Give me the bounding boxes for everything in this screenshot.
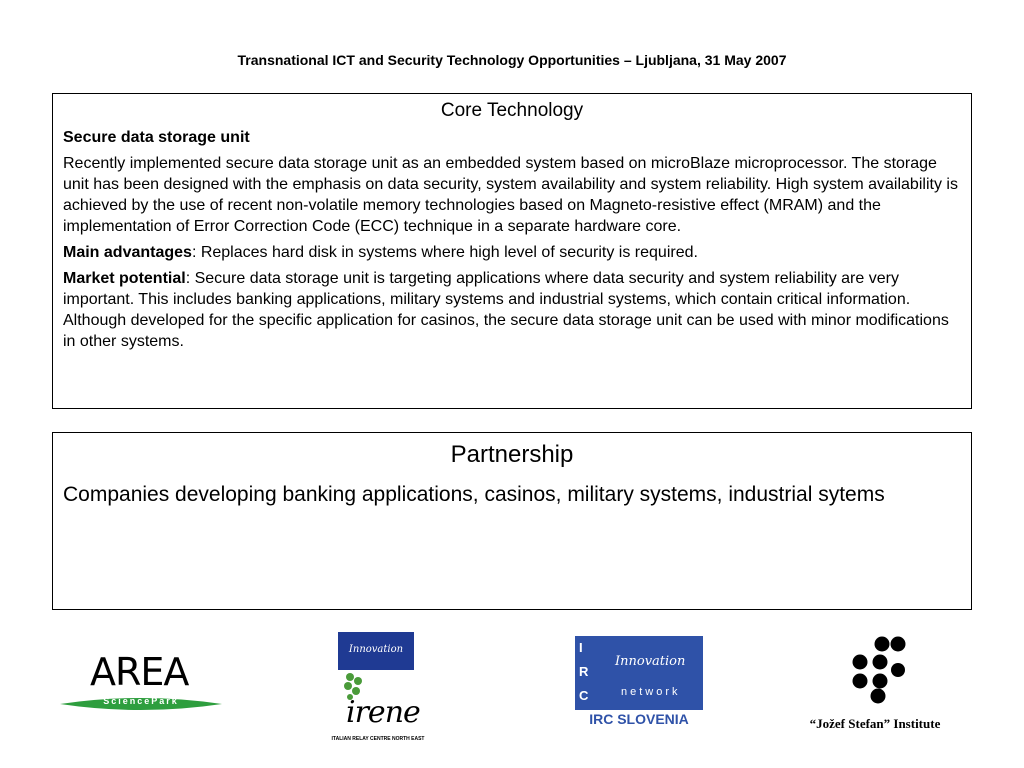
partnership-box	[52, 432, 972, 610]
partnership-title: Partnership	[450, 441, 574, 468]
irene-innovation-text: Innovation	[348, 644, 404, 655]
slide-header: Transnational ICT and Security Technology Opportunities – Ljubljana, 31 May 2007	[237, 52, 787, 68]
irc-blue-panel	[575, 636, 703, 710]
irc-letter-c: C	[579, 688, 589, 703]
market-potential	[63, 268, 961, 352]
irene-logo-word: irene	[346, 695, 420, 730]
irc-slovenia-logo	[575, 636, 703, 728]
core-technology-title: Core Technology	[440, 100, 584, 121]
area-logo-band-text: SciencePark	[103, 696, 179, 706]
irc-innovation-text: Innovation	[615, 654, 686, 669]
ijs-caption: “Jožef Stefan” Institute	[809, 716, 941, 731]
market-potential-label: Market potential	[63, 270, 186, 287]
main-advantages-label: Main advantages	[63, 244, 192, 261]
market-potential-text: : Secure data storage unit is targeting applications where data security and system reliability are very important. This includes banking applications, military systems and industrial systems, which contain critical information. Although developed for the specific application for casinos, the secure data storage unit can be used with minor modifications in other systems.	[63, 270, 949, 350]
area-logo-word: AREA	[90, 650, 189, 694]
core-subtitle: Secure data storage unit	[63, 129, 250, 146]
partnership-text: Companies developing banking applications, casinos, military systems, industrial sytems	[63, 483, 885, 506]
irene-logo	[322, 632, 432, 742]
main-advantages-text: : Replaces hard disk in systems where high level of security is required.	[191, 244, 698, 261]
area-science-park-logo	[60, 650, 222, 712]
main-advantages	[63, 242, 961, 263]
jozef-stefan-institute-logo	[780, 636, 970, 736]
irene-relay-text: ITALIAN RELAY CENTRE NORTH EAST	[331, 736, 425, 742]
core-description: Recently implemented secure data storage unit as an embedded system based on microBlaze microprocessor. The storage unit has been designed with the emphasis on data security, system availability and system reliability. High system availability is achieved by the use of recent non-volatile memory technologies based on Magneto-resistive effect (MRAM) and the implementation of Error Correction Code (ECC) technique in a separate hardware core.	[63, 155, 958, 235]
irc-letter-r: R	[579, 664, 589, 679]
ijs-dots-icon	[846, 636, 906, 708]
irc-network-text: network	[621, 686, 681, 698]
irc-slovenia-text: IRC SLOVENIA	[589, 711, 689, 727]
core-technology-box	[52, 93, 972, 409]
irc-letter-i: I	[579, 640, 583, 655]
